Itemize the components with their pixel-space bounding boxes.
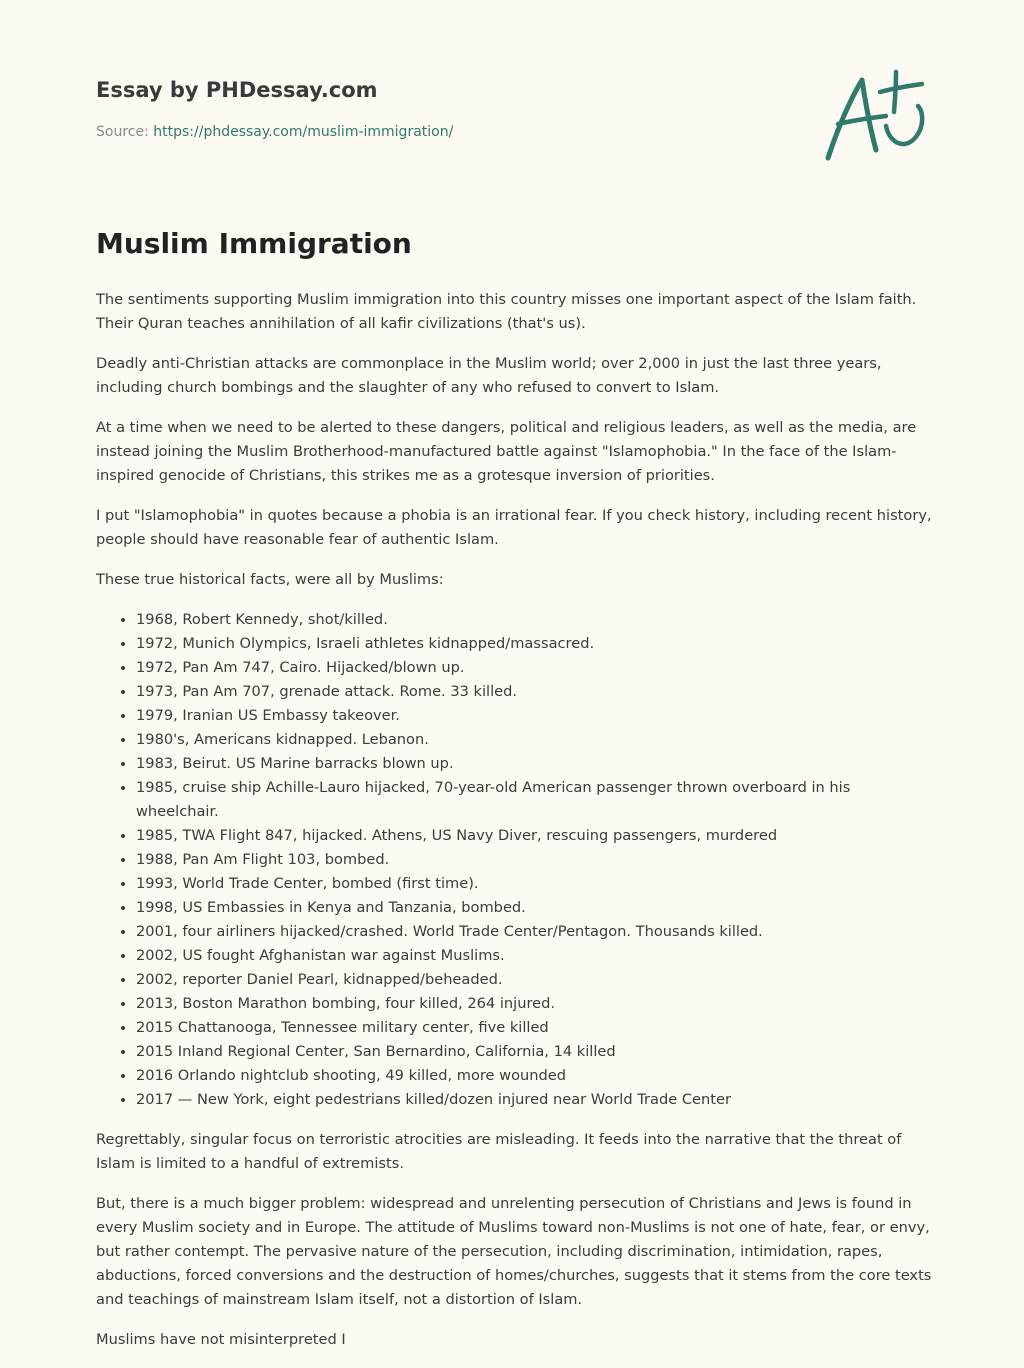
paragraph: The sentiments supporting Muslim immigration into this country misses one important aspect of the Islam faith. Their Quran teaches annihilation of all kafir civilizations (that's us). — [96, 291, 917, 332]
list-item: • 1985, cruise ship Achille-Lauro hijacked, 70-year-old American passenger thrown overboard in his wheelchair. — [136, 776, 932, 824]
a-plus-logo-icon — [820, 66, 930, 166]
paragraph: At a time when we need to be alerted to these dangers, political and religious leaders, as well as the media, are instead joining the Muslim Brotherhood-manufactured battle against "Islamophobia." In the face of the Islam-inspired genocide of Christians, this strikes me as a grotesque inversion of priorities. — [96, 419, 917, 484]
list-item: • 1998, US Embassies in Kenya and Tanzania, bombed. — [136, 896, 932, 920]
list-item: • 1980's, Americans kidnapped. Lebanon. — [136, 728, 932, 752]
source-link[interactable]: https://phdessay.com/muslim-immigration/ — [153, 124, 454, 140]
events-list — [96, 608, 932, 1112]
paragraph: I put "Islamophobia" in quotes because a phobia is an irrational fear. If you check history, including recent history, people should have reasonable fear of authentic Islam. — [96, 507, 932, 548]
paragraph: Regrettably, singular focus on terroristic atrocities are misleading. It feeds into the narrative that the threat of Islam is limited to a handful of extremists. — [96, 1131, 902, 1172]
list-item: • 2017 — New York, eight pedestrians killed/dozen injured near World Trade Center — [136, 1088, 932, 1112]
list-item: • 2016 Orlando nightclub shooting, 49 killed, more wounded — [136, 1064, 932, 1088]
paragraph: Deadly anti-Christian attacks are commonplace in the Muslim world; over 2,000 in just the last three years, including church bombings and the slaughter of any who refused to convert to Islam. — [96, 355, 882, 396]
list-item: • 1985, TWA Flight 847, hijacked. Athens, US Navy Diver, rescuing passengers, murdered — [136, 824, 932, 848]
list-item: • 1972, Pan Am 747, Cairo. Hijacked/blown up. — [136, 656, 932, 680]
list-item: • 2013, Boston Marathon bombing, four killed, 264 injured. — [136, 992, 932, 1016]
list-item: • 1972, Munich Olympics, Israeli athletes kidnapped/massacred. — [136, 632, 932, 656]
paragraph: Muslims have not misinterpreted I — [96, 1331, 346, 1348]
list-item: • 1988, Pan Am Flight 103, bombed. — [136, 848, 932, 872]
site-title: Essay by PHDessay.com — [96, 78, 378, 102]
list-item: • 2002, reporter Daniel Pearl, kidnapped/beheaded. — [136, 968, 932, 992]
list-item: • 1983, Beirut. US Marine barracks blown up. — [136, 752, 932, 776]
essay-title: Muslim Immigration — [96, 227, 412, 260]
list-item: • 2001, four airliners hijacked/crashed. World Trade Center/Pentagon. Thousands killed. — [136, 920, 932, 944]
list-item: • 2002, US fought Afghanistan war against Muslims. — [136, 944, 932, 968]
list-item: • 1979, Iranian US Embassy takeover. — [136, 704, 932, 728]
list-item: • 2015 Inland Regional Center, San Bernardino, California, 14 killed — [136, 1040, 932, 1064]
paragraph: But, there is a much bigger problem: widespread and unrelenting persecution of Christians and Jews is found in every Muslim society and in Europe. The attitude of Muslims toward non-Muslims is not one of hate, fear, or envy, but rather contempt. The pervasive nature of the persecution, including discrimination, intimidation, rapes, abductions, forced conversions and the destruction of homes/churches, suggests that it stems from the core texts and teachings of mainstream Islam itself, not a distortion of Islam. — [96, 1195, 932, 1308]
paragraph: These true historical facts, were all by Muslims: — [96, 571, 444, 588]
list-item: • 1973, Pan Am 707, grenade attack. Rome. 33 killed. — [136, 680, 932, 704]
source-label: Source: — [96, 124, 154, 140]
list-item: • 2015 Chattanooga, Tennessee military center, five killed — [136, 1016, 932, 1040]
essay-content — [96, 222, 932, 1368]
list-item: • 1968, Robert Kennedy, shot/killed. — [136, 608, 932, 632]
list-item: • 1993, World Trade Center, bombed (first time). — [136, 872, 932, 896]
source-line — [96, 122, 796, 142]
page-header — [96, 76, 796, 142]
